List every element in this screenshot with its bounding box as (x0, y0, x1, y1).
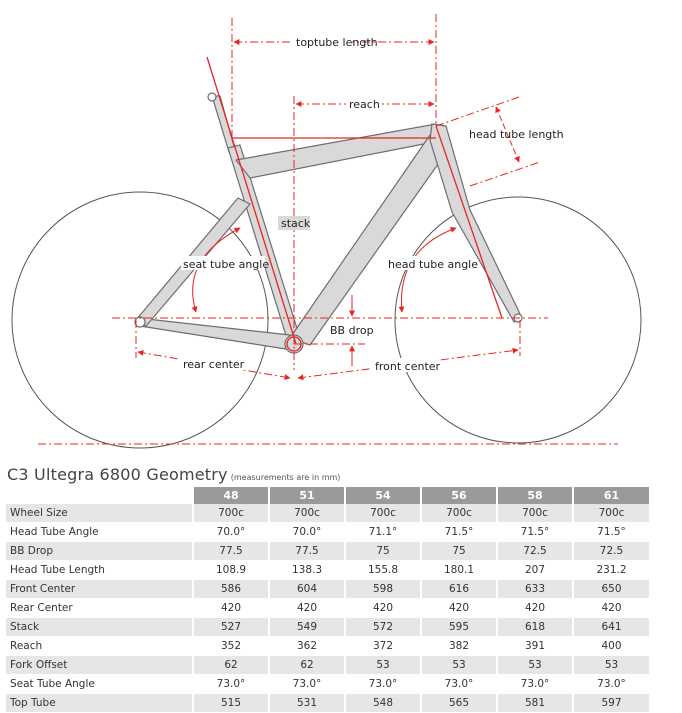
table-cell: 420 (573, 599, 649, 618)
row-label: Wheel Size (6, 504, 193, 523)
table-cell: 71.5° (497, 523, 573, 542)
head-tube-length-label: head tube length (469, 128, 564, 141)
row-label: Reach (6, 637, 193, 656)
table-cell: 73.0° (573, 675, 649, 694)
table-cell: 77.5 (193, 542, 269, 561)
row-label: Head Tube Angle (6, 523, 193, 542)
table-row (6, 542, 649, 561)
table-cell: 548 (345, 694, 421, 713)
reach-label: reach (349, 98, 380, 111)
table-cell: 391 (497, 637, 573, 656)
page-title: C3 Ultegra 6800 Geometry (7, 465, 228, 484)
row-label: BB Drop (6, 542, 193, 561)
row-label: Front Center (6, 580, 193, 599)
table-cell: 138.3 (269, 561, 345, 580)
size-header: 56 (421, 487, 497, 504)
table-cell: 572 (345, 618, 421, 637)
table-cell: 73.0° (193, 675, 269, 694)
table-row (6, 675, 649, 694)
bike-frame (135, 93, 522, 353)
table-cell: 155.8 (345, 561, 421, 580)
table-header-row (6, 487, 649, 504)
toptube-length-label: toptube length (296, 36, 378, 49)
seat-tube-angle-label: seat tube angle (183, 258, 270, 271)
table-cell: 633 (497, 580, 573, 599)
dimension-lines (38, 14, 618, 444)
table-cell: 207 (497, 561, 573, 580)
table-cell: 70.0° (269, 523, 345, 542)
table-cell: 549 (269, 618, 345, 637)
rear-center-label: rear center (183, 358, 245, 371)
table-cell: 595 (421, 618, 497, 637)
table-cell: 420 (421, 599, 497, 618)
table-cell: 231.2 (573, 561, 649, 580)
table-cell: 75 (345, 542, 421, 561)
table-cell: 604 (269, 580, 345, 599)
table-cell: 400 (573, 637, 649, 656)
size-header: 48 (193, 487, 269, 504)
table-cell: 72.5 (573, 542, 649, 561)
size-header: 58 (497, 487, 573, 504)
table-cell: 641 (573, 618, 649, 637)
table-cell: 53 (421, 656, 497, 675)
table-cell: 700c (269, 504, 345, 523)
table-cell: 73.0° (497, 675, 573, 694)
table-cell: 77.5 (269, 542, 345, 561)
table-cell: 372 (345, 637, 421, 656)
table-cell: 73.0° (421, 675, 497, 694)
table-row (6, 694, 649, 713)
table-cell: 62 (269, 656, 345, 675)
table-cell: 616 (421, 580, 497, 599)
row-label: Top Tube (6, 694, 193, 713)
table-cell: 71.5° (421, 523, 497, 542)
table-cell: 53 (497, 656, 573, 675)
table-cell: 586 (193, 580, 269, 599)
table-cell: 180.1 (421, 561, 497, 580)
table-cell: 420 (193, 599, 269, 618)
table-body (6, 504, 649, 713)
size-header: 51 (269, 487, 345, 504)
table-row (6, 599, 649, 618)
table-cell: 362 (269, 637, 345, 656)
table-cell: 618 (497, 618, 573, 637)
table-cell: 53 (345, 656, 421, 675)
geometry-table (6, 487, 649, 713)
stack-label: stack (281, 217, 311, 230)
table-cell: 581 (497, 694, 573, 713)
table-row (6, 637, 649, 656)
table-cell: 420 (269, 599, 345, 618)
table-header-blank (6, 487, 193, 504)
table-cell: 108.9 (193, 561, 269, 580)
table-cell: 62 (193, 656, 269, 675)
table-cell: 420 (497, 599, 573, 618)
table-cell: 75 (421, 542, 497, 561)
bb-drop-label: BB drop (330, 324, 374, 337)
page-subtitle: (measurements are in mm) (230, 473, 341, 482)
table-cell: 73.0° (269, 675, 345, 694)
table-cell: 71.1° (345, 523, 421, 542)
table-cell: 700c (573, 504, 649, 523)
table-row (6, 656, 649, 675)
row-label: Seat Tube Angle (6, 675, 193, 694)
table-row (6, 580, 649, 599)
table-row (6, 523, 649, 542)
table-cell: 53 (573, 656, 649, 675)
table-cell: 71.5° (573, 523, 649, 542)
front-center-label: front center (375, 360, 441, 373)
table-cell: 382 (421, 637, 497, 656)
table-cell: 598 (345, 580, 421, 599)
row-label: Head Tube Length (6, 561, 193, 580)
table-row (6, 561, 649, 580)
table-cell: 527 (193, 618, 269, 637)
table-row (6, 504, 649, 523)
size-header: 61 (573, 487, 649, 504)
table-cell: 700c (193, 504, 269, 523)
table-cell: 700c (421, 504, 497, 523)
table-cell: 597 (573, 694, 649, 713)
head-tube-angle-label: head tube angle (388, 258, 479, 271)
table-cell: 420 (345, 599, 421, 618)
table-cell: 72.5 (497, 542, 573, 561)
table-cell: 700c (497, 504, 573, 523)
size-header: 54 (345, 487, 421, 504)
table-cell: 650 (573, 580, 649, 599)
geometry-heading (7, 465, 340, 484)
row-label: Stack (6, 618, 193, 637)
table-cell: 70.0° (193, 523, 269, 542)
table-cell: 531 (269, 694, 345, 713)
table-cell: 352 (193, 637, 269, 656)
table-cell: 515 (193, 694, 269, 713)
table-cell: 700c (345, 504, 421, 523)
row-label: Fork Offset (6, 656, 193, 675)
table-cell: 565 (421, 694, 497, 713)
table-cell: 73.0° (345, 675, 421, 694)
table-row (6, 618, 649, 637)
row-label: Rear Center (6, 599, 193, 618)
